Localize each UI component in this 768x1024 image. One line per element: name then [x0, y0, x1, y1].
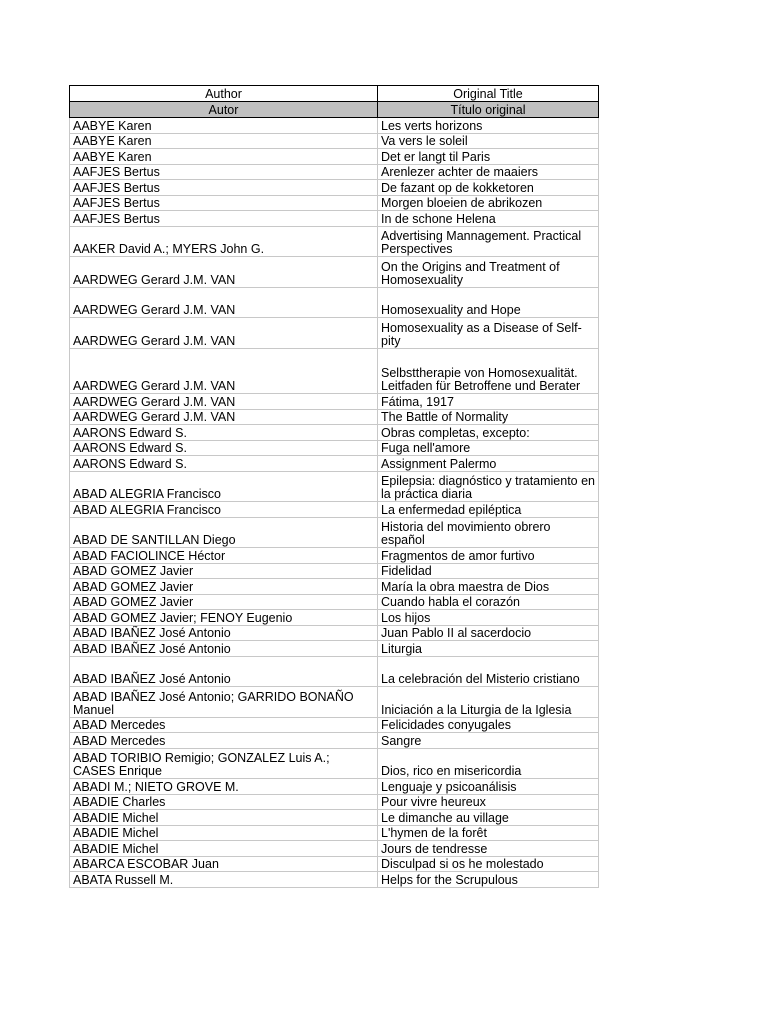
title-cell: Epilepsia: diagnóstico y tratamiento en la práctica diaria	[378, 471, 599, 502]
title-cell: Det er langt til Paris	[378, 149, 599, 165]
autor-column-header: Autor	[70, 102, 378, 118]
title-cell: Fuga nell'amore	[378, 440, 599, 456]
table-row	[70, 779, 599, 795]
author-cell: ABAD GOMEZ Javier	[70, 579, 378, 595]
author-cell: AABYE Karen	[70, 149, 378, 165]
title-cell: Sangre	[378, 733, 599, 749]
author-cell: ABAD IBAÑEZ José Antonio	[70, 641, 378, 657]
book-list-table	[69, 85, 599, 888]
author-cell: ABAD IBAÑEZ José Antonio	[70, 625, 378, 641]
author-cell: ABAD GOMEZ Javier	[70, 563, 378, 579]
author-cell: ABAD TORIBIO Remigio; GONZALEZ Luis A.; CASES Enrique	[70, 748, 378, 779]
table-row	[70, 287, 599, 318]
title-cell: Homosexuality as a Disease of Self-pity	[378, 318, 599, 349]
author-cell: ABAD Mercedes	[70, 733, 378, 749]
title-cell: Liturgia	[378, 641, 599, 657]
author-cell: ABAD GOMEZ Javier	[70, 594, 378, 610]
title-cell: Juan Pablo II al sacerdocio	[378, 625, 599, 641]
author-cell: AARDWEG Gerard J.M. VAN	[70, 287, 378, 318]
author-cell: ABAD IBAÑEZ José Antonio	[70, 656, 378, 687]
author-cell: AAFJES Bertus	[70, 164, 378, 180]
table-row	[70, 318, 599, 349]
table-row	[70, 872, 599, 888]
author-cell: AAFJES Bertus	[70, 180, 378, 196]
title-cell: Los hijos	[378, 610, 599, 626]
author-cell: ABAD IBAÑEZ José Antonio; GARRIDO BONAÑO Manuel	[70, 687, 378, 718]
author-cell: AABYE Karen	[70, 133, 378, 149]
table-row	[70, 133, 599, 149]
title-cell: De fazant op de kokketoren	[378, 180, 599, 196]
table-row	[70, 579, 599, 595]
table-row	[70, 687, 599, 718]
author-cell: ABARCA ESCOBAR Juan	[70, 856, 378, 872]
author-cell: ABATA Russell M.	[70, 872, 378, 888]
author-cell: AARONS Edward S.	[70, 456, 378, 472]
title-cell: Selbsttherapie von Homosexualität. Leitfaden für Betroffene und Berater	[378, 348, 599, 394]
header-row-english	[70, 86, 599, 102]
author-cell: AAKER David A.; MYERS John G.	[70, 226, 378, 257]
title-cell: Dios, rico en misericordia	[378, 748, 599, 779]
title-cell: Fragmentos de amor furtivo	[378, 548, 599, 564]
author-cell: ABAD GOMEZ Javier; FENOY Eugenio	[70, 610, 378, 626]
author-cell: AARDWEG Gerard J.M. VAN	[70, 257, 378, 288]
author-cell: ABADIE Michel	[70, 825, 378, 841]
table-row	[70, 563, 599, 579]
table-row	[70, 748, 599, 779]
title-cell: La enfermedad epiléptica	[378, 502, 599, 518]
title-cell: Obras completas, excepto:	[378, 425, 599, 441]
titulo-column-header: Título original	[378, 102, 599, 118]
title-cell: Homosexuality and Hope	[378, 287, 599, 318]
table-row	[70, 733, 599, 749]
table-row	[70, 394, 599, 410]
title-cell: Helps for the Scrupulous	[378, 872, 599, 888]
title-cell: Fátima, 1917	[378, 394, 599, 410]
title-cell: La celebración del Misterio cristiano	[378, 656, 599, 687]
title-cell: The Battle of Normality	[378, 409, 599, 425]
title-cell: Lenguaje y psicoanálisis	[378, 779, 599, 795]
table-row	[70, 211, 599, 227]
title-cell: Jours de tendresse	[378, 841, 599, 857]
author-cell: AARONS Edward S.	[70, 425, 378, 441]
table-row	[70, 164, 599, 180]
table-row	[70, 841, 599, 857]
author-cell: ABADI M.; NIETO GROVE M.	[70, 779, 378, 795]
author-cell: ABAD Mercedes	[70, 717, 378, 733]
title-cell: Cuando habla el corazón	[378, 594, 599, 610]
title-cell: In de schone Helena	[378, 211, 599, 227]
author-cell: AABYE Karen	[70, 118, 378, 134]
table-row	[70, 594, 599, 610]
table-row	[70, 794, 599, 810]
title-cell: Le dimanche au village	[378, 810, 599, 826]
title-cell: Felicidades conyugales	[378, 717, 599, 733]
author-cell: ABAD FACIOLINCE Héctor	[70, 548, 378, 564]
table-row	[70, 856, 599, 872]
title-cell: Advertising Mannagement. Practical Perspectives	[378, 226, 599, 257]
title-cell: María la obra maestra de Dios	[378, 579, 599, 595]
table-row	[70, 149, 599, 165]
table-row	[70, 656, 599, 687]
table-row	[70, 456, 599, 472]
table-body	[70, 118, 599, 888]
author-cell: AARDWEG Gerard J.M. VAN	[70, 318, 378, 349]
table-row	[70, 517, 599, 548]
title-cell: Pour vivre heureux	[378, 794, 599, 810]
title-cell: Assignment Palermo	[378, 456, 599, 472]
title-column-header: Original Title	[378, 86, 599, 102]
table-row	[70, 409, 599, 425]
author-cell: AARDWEG Gerard J.M. VAN	[70, 409, 378, 425]
author-cell: AAFJES Bertus	[70, 195, 378, 211]
title-cell: L'hymen de la forêt	[378, 825, 599, 841]
table-row	[70, 118, 599, 134]
author-cell: ABAD ALEGRIA Francisco	[70, 502, 378, 518]
author-cell: ABADIE Charles	[70, 794, 378, 810]
table-row	[70, 548, 599, 564]
table-row	[70, 195, 599, 211]
author-column-header: Author	[70, 86, 378, 102]
title-cell: Disculpad si os he molestado	[378, 856, 599, 872]
table-row	[70, 226, 599, 257]
table-row	[70, 717, 599, 733]
table-row	[70, 257, 599, 288]
table-row	[70, 440, 599, 456]
table-row	[70, 810, 599, 826]
title-cell: Les verts horizons	[378, 118, 599, 134]
author-cell: AAFJES Bertus	[70, 211, 378, 227]
table-row	[70, 625, 599, 641]
table-row	[70, 425, 599, 441]
author-cell: AARDWEG Gerard J.M. VAN	[70, 394, 378, 410]
author-cell: ABAD ALEGRIA Francisco	[70, 471, 378, 502]
table-row	[70, 610, 599, 626]
title-cell: Historia del movimiento obrero español	[378, 517, 599, 548]
title-cell: Iniciación a la Liturgia de la Iglesia	[378, 687, 599, 718]
author-cell: AARONS Edward S.	[70, 440, 378, 456]
title-cell: Va vers le soleil	[378, 133, 599, 149]
table-row	[70, 471, 599, 502]
header-row-spanish	[70, 102, 599, 118]
table-row	[70, 502, 599, 518]
title-cell: Fidelidad	[378, 563, 599, 579]
author-cell: ABADIE Michel	[70, 810, 378, 826]
title-cell: Morgen bloeien de abrikozen	[378, 195, 599, 211]
table-row	[70, 825, 599, 841]
table-row	[70, 348, 599, 394]
table-row	[70, 180, 599, 196]
table-row	[70, 641, 599, 657]
title-cell: On the Origins and Treatment of Homosexuality	[378, 257, 599, 288]
author-cell: ABADIE Michel	[70, 841, 378, 857]
title-cell: Arenlezer achter de maaiers	[378, 164, 599, 180]
author-cell: ABAD DE SANTILLAN Diego	[70, 517, 378, 548]
author-cell: AARDWEG Gerard J.M. VAN	[70, 348, 378, 394]
